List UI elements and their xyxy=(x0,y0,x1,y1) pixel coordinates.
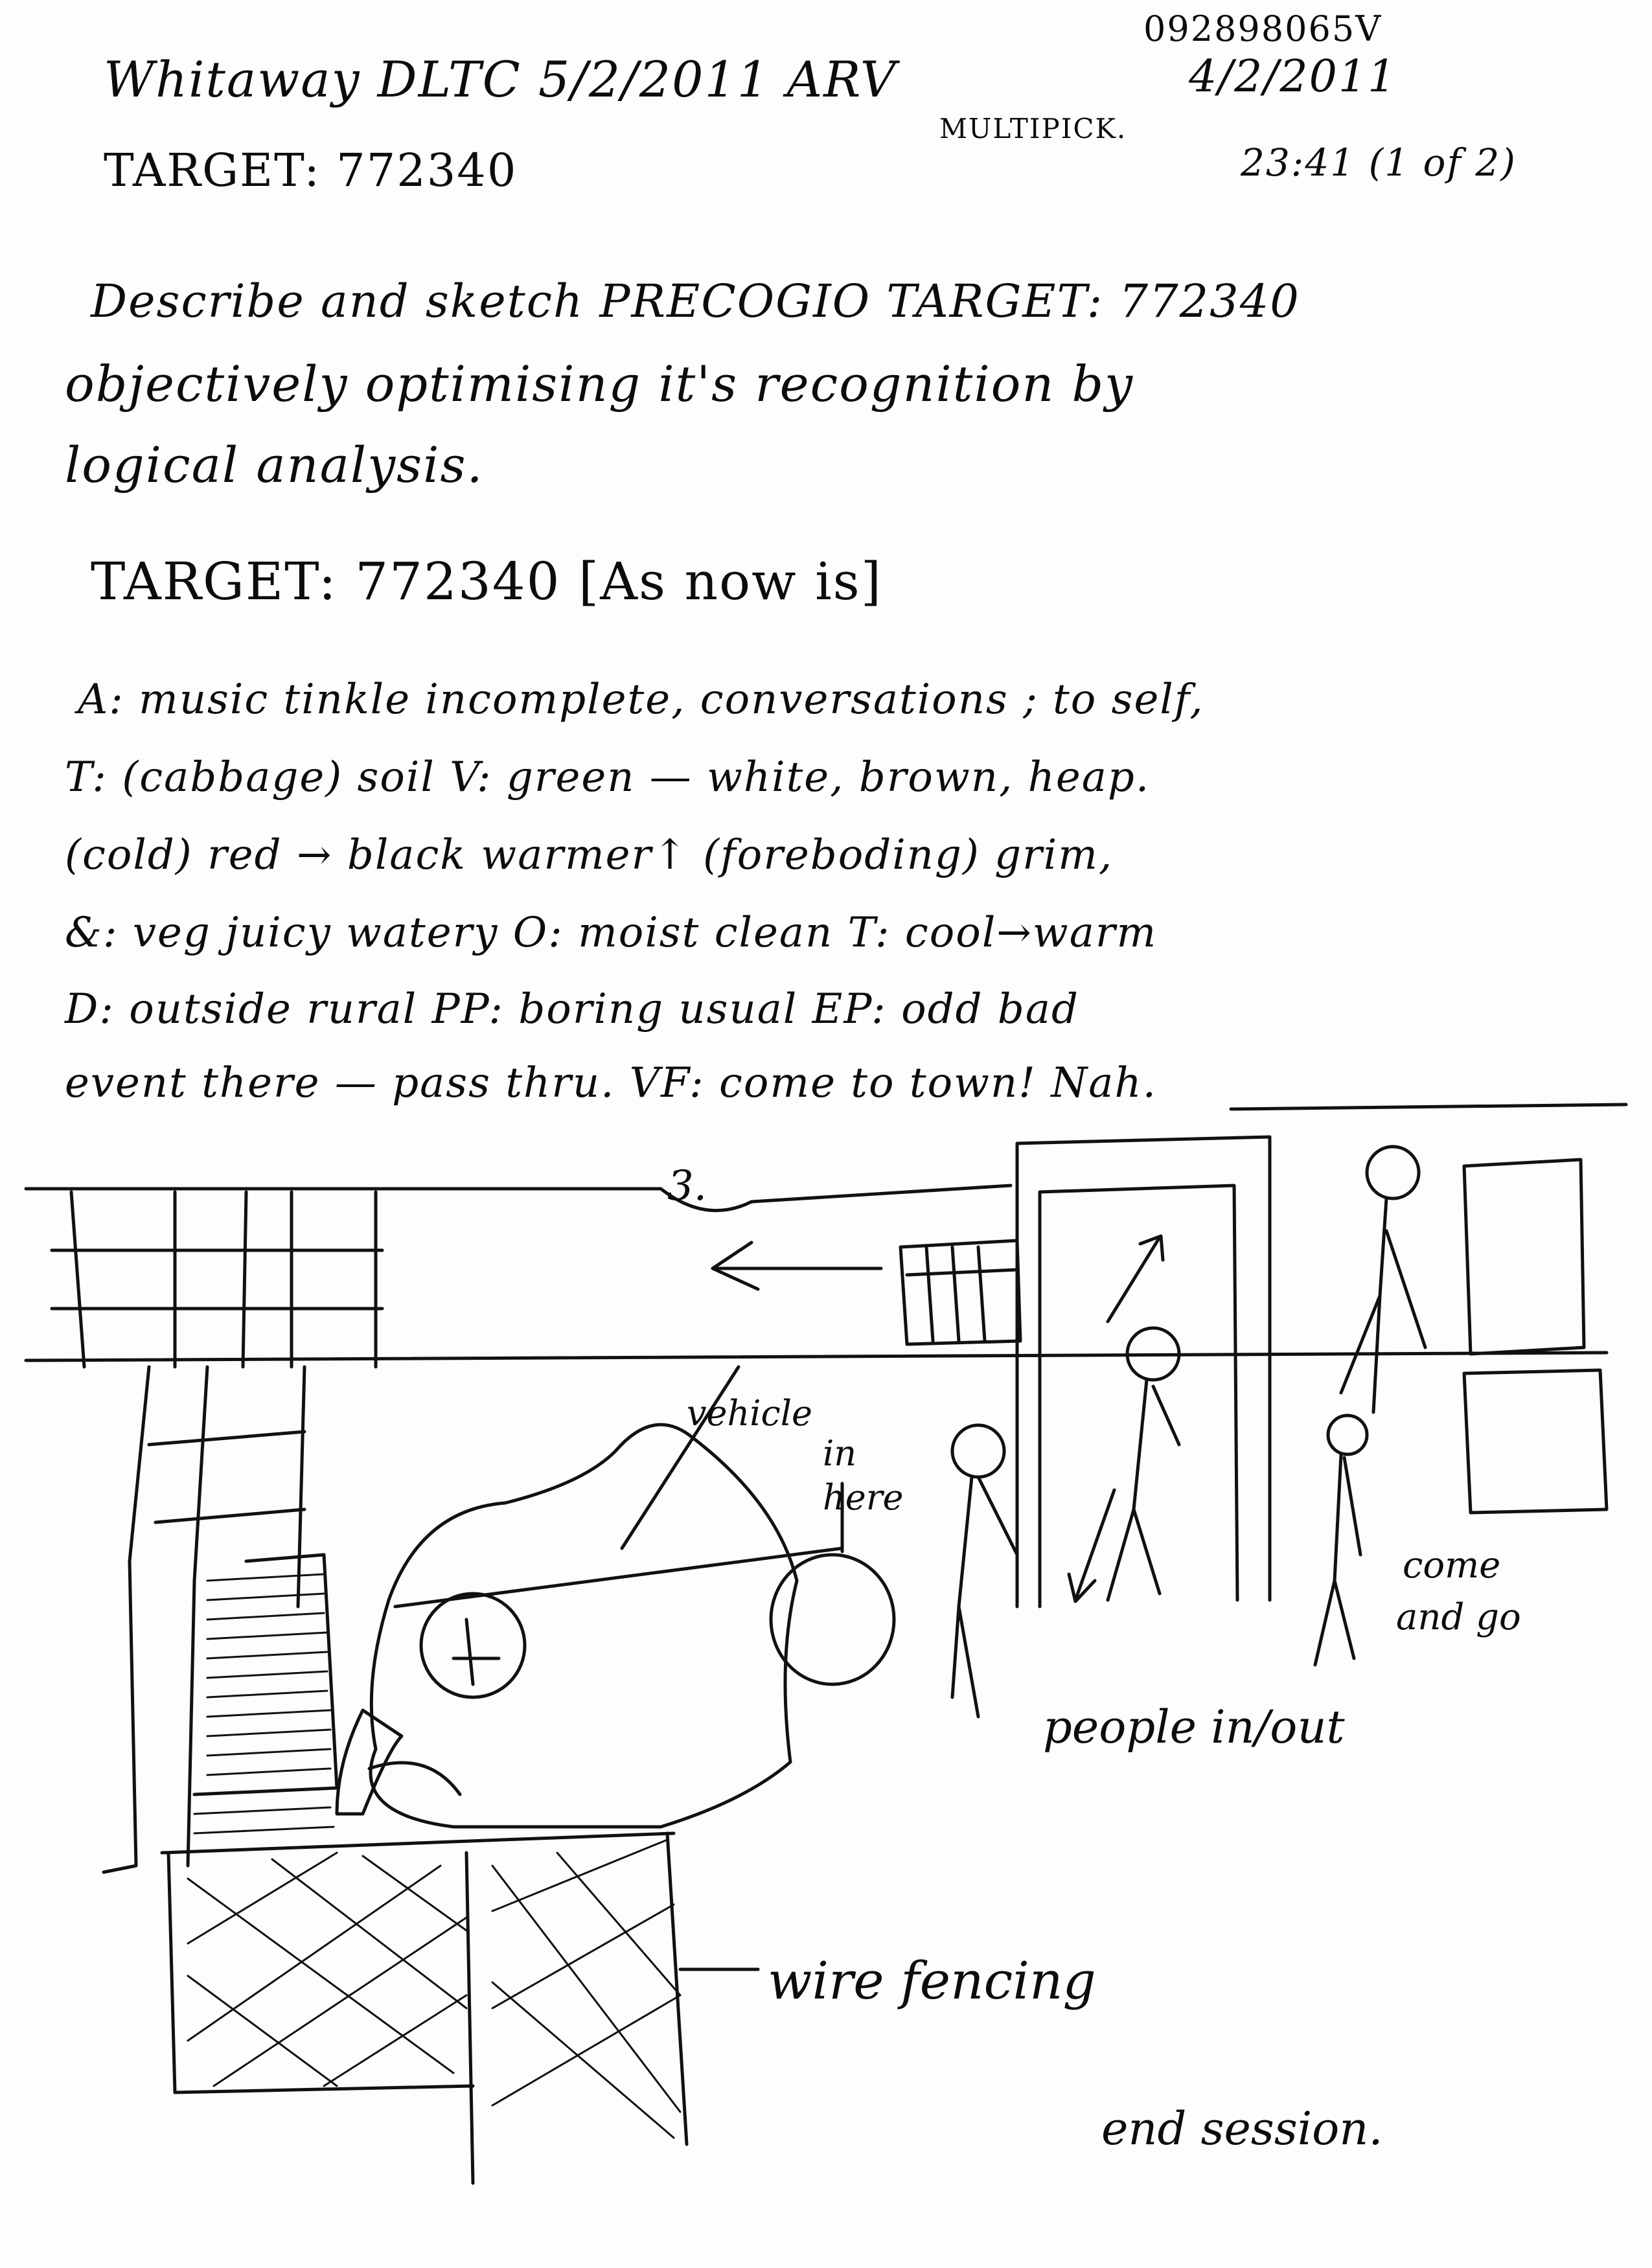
shed-sketch xyxy=(104,1367,337,1872)
label-people: people in/out xyxy=(1043,1701,1345,1754)
label-and-go: and go xyxy=(1396,1596,1521,1638)
up-arrow xyxy=(1108,1236,1163,1322)
window-lower xyxy=(1464,1370,1607,1513)
label-end-session: end session. xyxy=(1101,2102,1383,2155)
instruction-line-2: objectively optimising it's recognition by xyxy=(65,355,1134,413)
gate-sketch xyxy=(901,1241,1020,1344)
down-arrow xyxy=(1069,1490,1114,1601)
notes-underline xyxy=(1231,1105,1626,1109)
heap-sketch xyxy=(337,1425,894,1827)
wire-fence-sketch xyxy=(162,1833,758,2183)
header-arv-date: 4/2/2011 xyxy=(1189,51,1397,102)
figure-middle xyxy=(1108,1328,1179,1600)
label-vehicle-here: here xyxy=(823,1477,904,1518)
left-arrow xyxy=(713,1243,881,1289)
label-come: come xyxy=(1403,1544,1501,1586)
label-wire-fencing: wire fencing xyxy=(768,1951,1096,2011)
building-grid-sketch xyxy=(26,1186,1607,1367)
figure-left xyxy=(952,1425,1017,1717)
header-id-code: 092898065V xyxy=(1143,8,1382,49)
notes-line-3: (cold) red → black warmer↑ (foreboding) grim, xyxy=(65,831,1114,879)
notes-line-1: A: music tinkle incomplete, conversations ; to self, xyxy=(78,676,1204,724)
label-vehicle-in: in xyxy=(823,1433,857,1474)
label-vehicle: vehicle xyxy=(687,1393,812,1434)
notes-line-6: event there — pass thru. VF: come to town! Nah. xyxy=(65,1059,1157,1107)
figure-top-right xyxy=(1341,1147,1425,1412)
notes-line-5: D: outside rural PP: boring usual EP: odd bad xyxy=(65,985,1079,1033)
instruction-line-1: Describe and sketch PRECOGIO TARGET: 772340 xyxy=(91,275,1300,328)
figure-right xyxy=(1315,1415,1367,1665)
header-title: Whitaway DLTC 5/2/2011 ARV xyxy=(104,51,897,108)
notes-line-2: T: (cabbage) soil V: green — white, brown, heap. xyxy=(65,753,1151,801)
header-time-page: 23:41 (1 of 2) xyxy=(1241,141,1517,185)
window-upper xyxy=(1464,1160,1584,1354)
instruction-line-3: logical analysis. xyxy=(65,436,484,494)
target-heading: TARGET: 772340 [As now is] xyxy=(91,551,882,612)
sketch-number-label: 3. xyxy=(667,1162,707,1210)
header-multipick: MULTIPICK. xyxy=(939,113,1127,144)
notes-line-4: &: veg juicy watery O: moist clean T: cool→warm xyxy=(65,909,1158,957)
header-target: TARGET: 772340 xyxy=(104,144,518,197)
